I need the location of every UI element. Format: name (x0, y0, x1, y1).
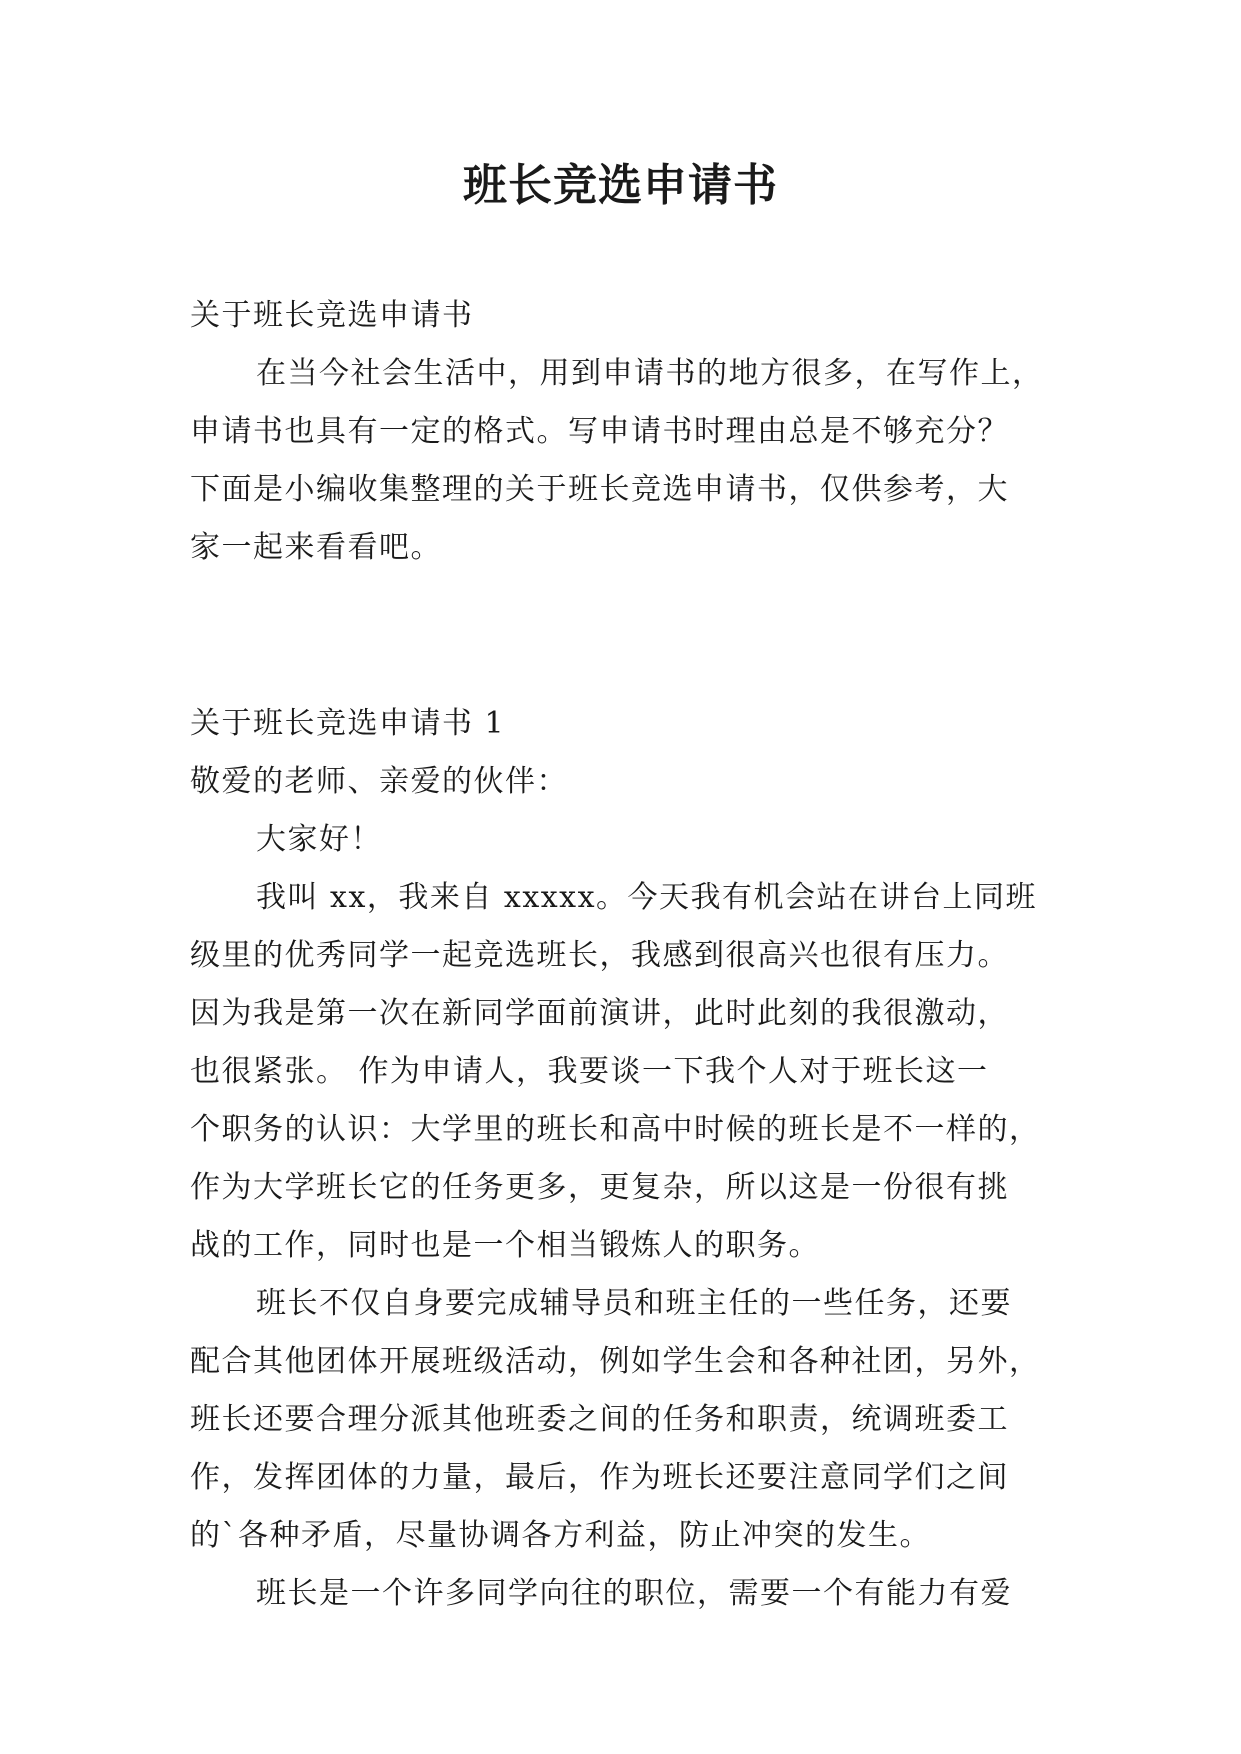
intro-line: 家一起来看看吧。 (190, 530, 442, 565)
salutation: 敬爱的老师、亲爱的伙伴： (190, 764, 568, 799)
intro-line: 申请书也具有一定的格式。写申请书时理由总是不够充分？ (190, 414, 1009, 449)
paragraph-line: 班长是一个许多同学向往的职位，需要一个有能力有爱 (256, 1576, 1012, 1611)
paragraph-line: 级里的优秀同学一起竞选班长，我感到很高兴也很有压力。 (190, 938, 1009, 973)
paragraph-line: 因为我是第一次在新同学面前演讲，此时此刻的我很激动， (190, 996, 1009, 1031)
paragraph-line: 也很紧张。 作为申请人，我要谈一下我个人对于班长这一 (190, 1054, 989, 1089)
paragraph-line: 班长不仅自身要完成辅导员和班主任的一些任务，还要 (256, 1286, 1012, 1321)
paragraph-line: 配合其他团体开展班级活动，例如学生会和各种社团，另外， (190, 1344, 1041, 1379)
paragraph-line: 个职务的认识：大学里的班长和高中时候的班长是不一样的， (190, 1112, 1041, 1147)
paragraph-line: 班长还要合理分派其他班委之间的任务和职责，统调班委工 (190, 1402, 1009, 1437)
document-body (190, 287, 1070, 1623)
paragraph-line: 的`各种矛盾，尽量协调各方利益，防止冲突的发生。 (190, 1518, 931, 1553)
document-title: 班长竞选申请书 (463, 160, 778, 211)
intro-line: 下面是小编收集整理的关于班长竞选申请书，仅供参考，大 (190, 472, 1009, 507)
section-heading: 关于班长竞选申请书 1 (190, 706, 506, 741)
intro-heading: 关于班长竞选申请书 (190, 298, 474, 333)
intro-line: 在当今社会生活中，用到申请书的地方很多，在写作上， (256, 356, 1044, 391)
paragraph-line: 作为大学班长它的任务更多，更复杂，所以这是一份很有挑 (190, 1170, 1009, 1205)
paragraph-line: 我叫 xx，我来自 xxxxx。今天我有机会站在讲台上同班 (256, 880, 1038, 915)
paragraph-line: 战的工作，同时也是一个相当锻炼人的职务。 (190, 1228, 820, 1263)
greeting: 大家好！ (256, 822, 382, 857)
section-gap (190, 577, 1070, 695)
paragraph-line: 作，发挥团体的力量，最后，作为班长还要注意同学们之间 (190, 1460, 1009, 1495)
